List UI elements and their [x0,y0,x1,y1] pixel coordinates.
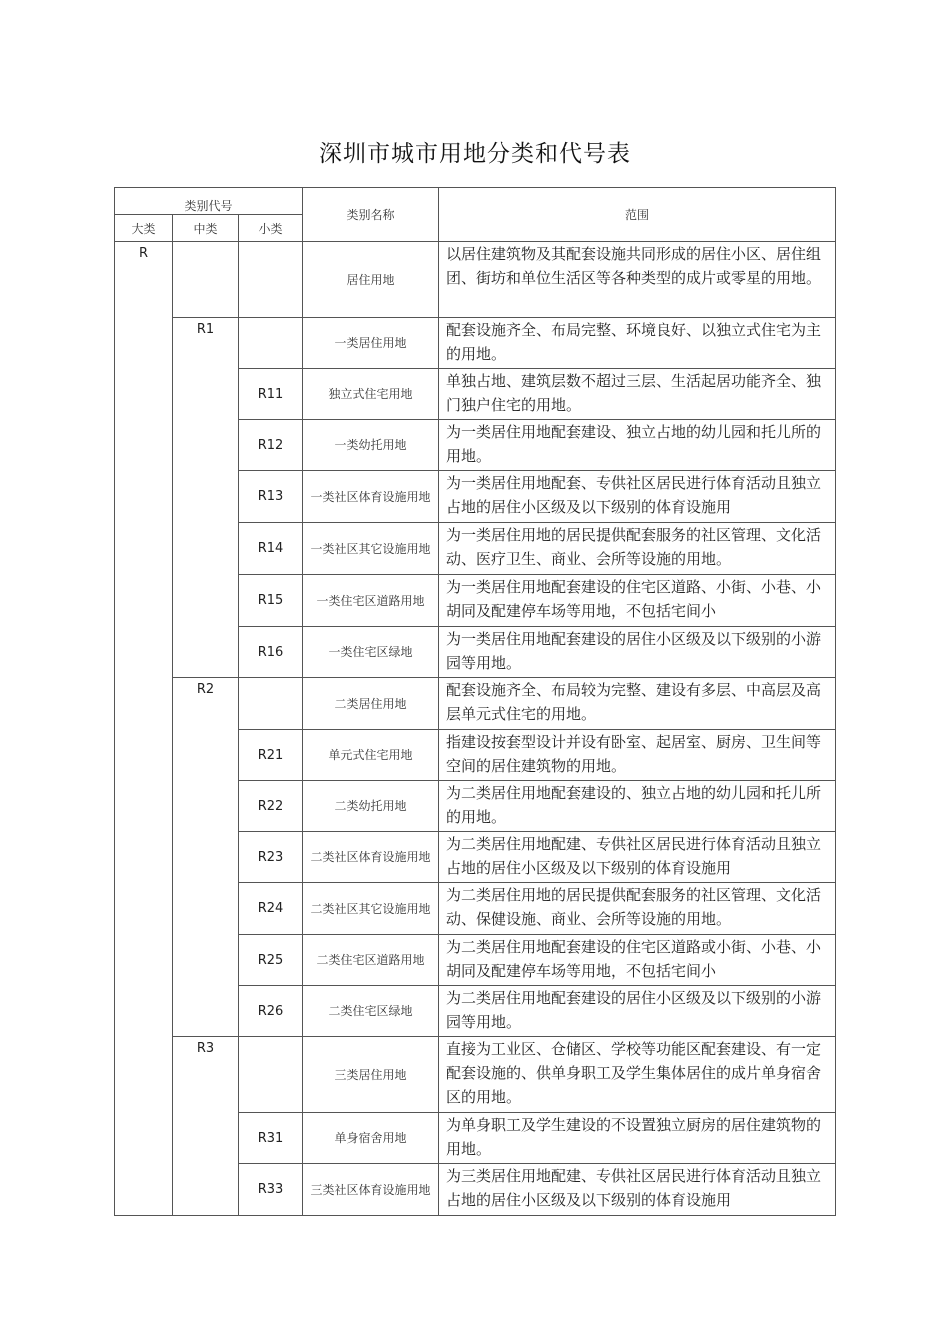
range-description-cell [439,420,836,471]
range-description-cell [439,471,836,523]
range-description-cell [439,986,836,1037]
category-name-cell: 三类居住用地 [303,1037,439,1113]
table-row [115,1037,836,1113]
range-description-cell [439,1113,836,1164]
header-category-code: 类别代号 [115,188,303,215]
range-description-text: 配套设施齐全、布局较为完整、建设有多层、中高层及高层单元式住宅的用地。 [446,681,822,723]
minor-code-cell: R33 [239,1164,303,1216]
category-name-cell: 独立式住宅用地 [303,369,439,420]
category-name-cell: 单身宿舍用地 [303,1113,439,1164]
medium-code-cell: R1 [173,318,239,678]
minor-code-cell: R24 [239,883,303,935]
minor-code-cell: R14 [239,523,303,575]
medium-code-cell: R3 [173,1037,239,1216]
minor-code-cell: R26 [239,986,303,1037]
table-row [115,318,836,369]
category-name-cell: 三类社区体育设施用地 [303,1164,439,1216]
minor-code-cell: R11 [239,369,303,420]
category-name-cell: 一类社区其它设施用地 [303,523,439,575]
category-name-cell: 一类社区体育设施用地 [303,471,439,523]
range-description-text: 为二类居住用地的居民提供配套服务的社区管理、文化活动、保健设施、商业、会所等设施的用地。 [446,886,822,928]
category-name-cell: 二类幼托用地 [303,781,439,832]
category-name-cell: 二类住宅区道路用地 [303,935,439,986]
range-description-cell [439,832,836,883]
minor-code-cell: R25 [239,935,303,986]
range-description-cell [439,1164,836,1216]
minor-code-cell [239,1037,303,1113]
minor-code-cell: R15 [239,575,303,627]
range-description-cell [439,523,836,575]
category-name-cell: 二类居住用地 [303,678,439,730]
range-description-text: 为二类居住用地配建、专供社区居民进行体育活动且独立占地的居住小区级及以下级别的体育设施用 [446,835,822,877]
range-description-cell [439,1037,836,1113]
land-use-table [114,187,836,1216]
range-description-text: 为一类居住用地配套、专供社区居民进行体育活动且独立占地的居住小区级及以下级别的体育设施用 [446,474,822,516]
range-description-cell [439,678,836,730]
page-title: 深圳市城市用地分类和代号表 [319,141,631,167]
range-description-cell [439,242,836,318]
major-code-cell: R [115,242,173,1216]
category-name-cell: 二类社区体育设施用地 [303,832,439,883]
header-medium: 中类 [173,215,239,242]
category-name-cell: 一类住宅区绿地 [303,627,439,678]
table-row [115,242,836,318]
medium-code-cell [173,242,239,318]
range-description-text: 为二类居住用地配套建设的居住小区级及以下级别的小游园等用地。 [446,989,822,1031]
range-description-text: 配套设施齐全、布局完整、环境良好、以独立式住宅为主的用地。 [446,321,822,363]
category-name-cell: 二类住宅区绿地 [303,986,439,1037]
range-description-text: 为二类居住用地配套建设的、独立占地的幼儿园和托儿所的用地。 [446,784,822,826]
minor-code-cell [239,242,303,318]
minor-code-cell [239,678,303,730]
category-name-cell: 一类住宅区道路用地 [303,575,439,627]
range-description-cell [439,883,836,935]
table-row [115,678,836,730]
range-description-cell [439,575,836,627]
header-minor: 小类 [239,215,303,242]
category-name-cell: 二类社区其它设施用地 [303,883,439,935]
range-description-text: 为一类居住用地的居民提供配套服务的社区管理、文化活动、医疗卫生、商业、会所等设施的用地。 [446,526,822,568]
range-description-text: 为一类居住用地配套建设的住宅区道路、小街、小巷、小胡同及配建停车场等用地，不包括宅间小 [446,578,822,620]
range-description-text: 指建设按套型设计并设有卧室、起居室、厨房、卫生间等空间的居住建筑物的用地。 [446,733,822,775]
minor-code-cell: R16 [239,627,303,678]
range-description-cell [439,627,836,678]
minor-code-cell: R12 [239,420,303,471]
minor-code-cell: R23 [239,832,303,883]
minor-code-cell: R13 [239,471,303,523]
range-description-cell [439,318,836,369]
header-category-name: 类别名称 [303,188,439,242]
header-row-1 [115,188,836,215]
minor-code-cell: R22 [239,781,303,832]
category-name-cell: 居住用地 [303,242,439,318]
range-description-text: 直接为工业区、仓储区、学校等功能区配套建设、有一定配套设施的、供单身职工及学生集体居住的成片单身宿舍区的用地。 [446,1040,822,1106]
minor-code-cell [239,318,303,369]
medium-code-cell: R2 [173,678,239,1037]
category-name-cell: 一类幼托用地 [303,420,439,471]
range-description-cell [439,730,836,781]
range-description-text: 为二类居住用地配套建设的住宅区道路或小街、小巷、小胡同及配建停车场等用地，不包括宅间小 [446,938,822,980]
header-range: 范围 [439,188,836,242]
range-description-text: 以居住建筑物及其配套设施共同形成的居住小区、居住组团、街坊和单位生活区等各种类型的成片或零星的用地。 [446,245,822,287]
category-name-cell: 一类居住用地 [303,318,439,369]
range-description-cell [439,369,836,420]
range-description-text: 单独占地、建筑层数不超过三层、生活起居功能齐全、独门独户住宅的用地。 [446,372,822,414]
range-description-text: 为三类居住用地配建、专供社区居民进行体育活动且独立占地的居住小区级及以下级别的体育设施用 [446,1167,822,1209]
range-description-cell [439,935,836,986]
minor-code-cell: R21 [239,730,303,781]
range-description-text: 为单身职工及学生建设的不设置独立厨房的居住建筑物的用地。 [446,1116,822,1158]
range-description-cell [439,781,836,832]
range-description-text: 为一类居住用地配套建设的居住小区级及以下级别的小游园等用地。 [446,630,822,672]
range-description-text: 为一类居住用地配套建设、独立占地的幼儿园和托儿所的用地。 [446,423,822,465]
category-name-cell: 单元式住宅用地 [303,730,439,781]
header-major: 大类 [115,215,173,242]
minor-code-cell: R31 [239,1113,303,1164]
